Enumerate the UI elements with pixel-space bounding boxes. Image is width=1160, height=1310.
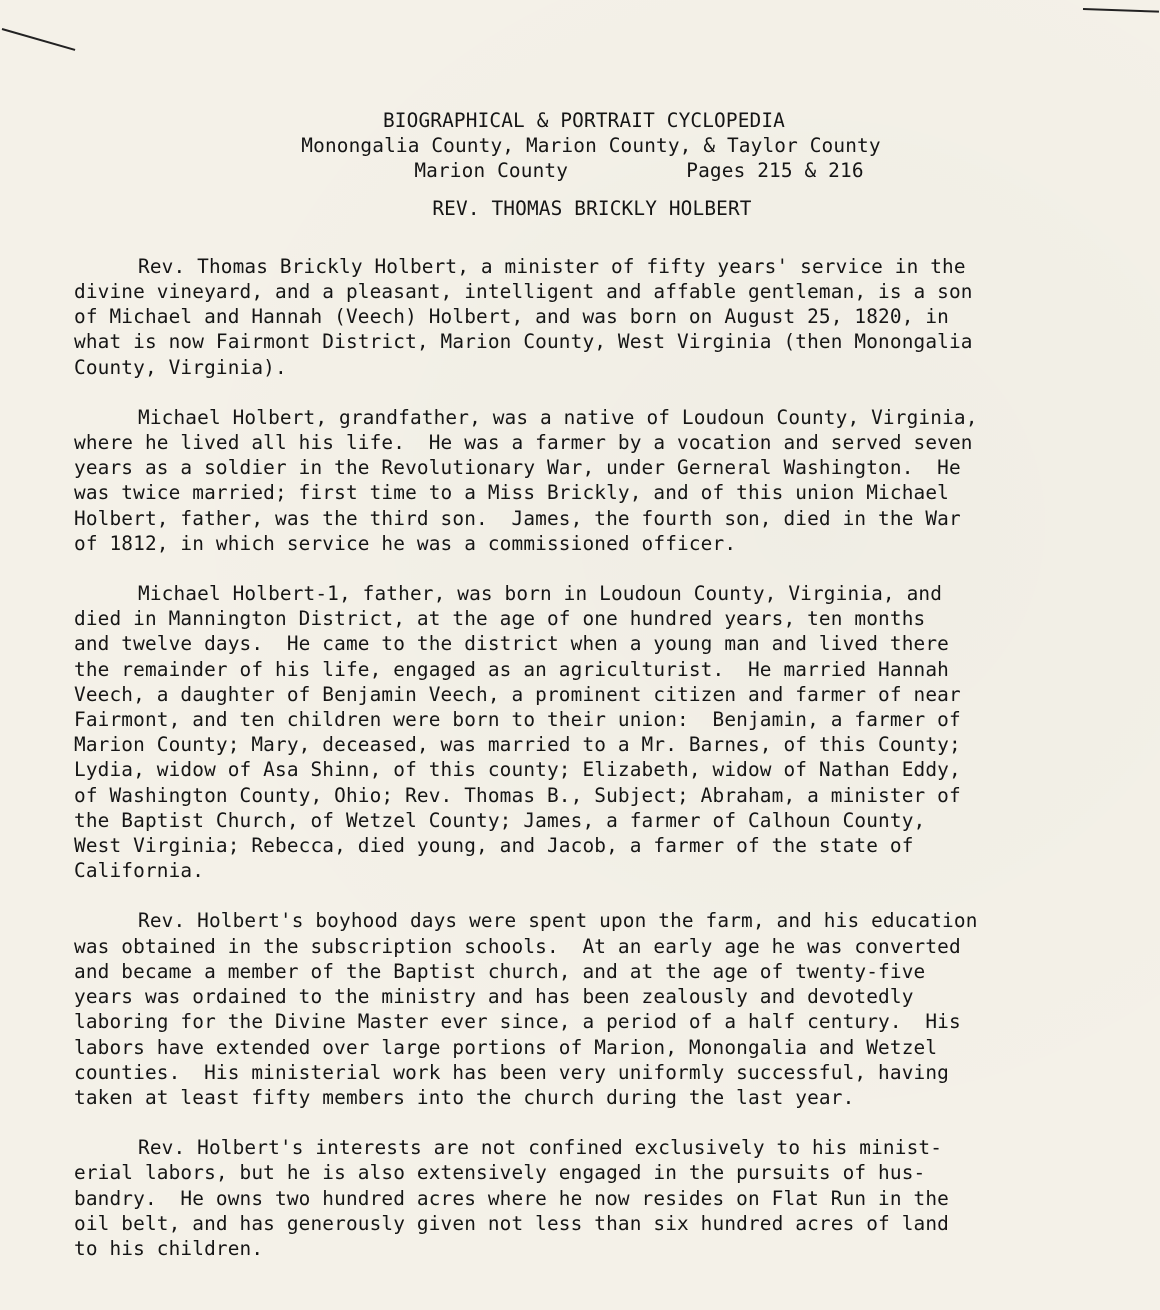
- paragraph-line: California.: [74, 859, 205, 883]
- paragraph-line: Lydia, widow of Asa Shinn, of this county; Elizabeth, widow of Nathan Eddy,: [74, 758, 961, 782]
- header-publication: BIOGRAPHICAL & PORTRAIT CYCLOPEDIA: [382, 109, 786, 132]
- paragraph-line: died in Mannington District, at the age of one hundred years, ten months: [74, 607, 926, 631]
- header-counties: Monongalia County, Marion County, & Taylor County: [301, 134, 881, 158]
- paragraph: [74, 908, 1080, 1110]
- paragraph-line: Michael Holbert, grandfather, was a native of Loudoun County, Virginia,: [138, 405, 978, 429]
- paragraph-line: where he lived all his life. He was a farmer by a vocation and served seven: [74, 431, 973, 455]
- paragraph-line: bandry. He owns two hundred acres where he now resides on Flat Run in the: [74, 1186, 949, 1210]
- paragraph-line: oil belt, and has generously given not less than six hundred acres of land: [74, 1211, 949, 1235]
- paragraph-line: erial labors, but he is also extensively engaged in the pursuits of hus-: [74, 1161, 926, 1185]
- paragraph-line: and twelve days. He came to the district when a young man and lived there: [74, 632, 949, 656]
- page-edge-mark-right: [1083, 8, 1159, 13]
- paragraph-line: labors have extended over large portions of Marion, Monongalia and Wetzel: [74, 1035, 938, 1059]
- paragraph-line: divine vineyard, and a pleasant, intelligent and affable gentleman, is a son: [74, 280, 973, 304]
- page-edge-mark-left: [2, 28, 76, 51]
- paragraph-line: years was ordained to the ministry and has been zealously and devotedly: [74, 985, 914, 1009]
- header-county-pages: Marion County Pages 215 & 216: [414, 159, 864, 183]
- paragraph-line: of Washington County, Ohio; Rev. Thomas B., Subject; Abraham, a minister of: [74, 783, 961, 807]
- paragraph: [74, 405, 1080, 556]
- document-body: [74, 254, 1080, 1261]
- paragraph-line: Marion County; Mary, deceased, was married to a Mr. Barnes, of this County;: [74, 733, 961, 757]
- paragraph-line: Holbert, father, was the third son. James, the fourth son, died in the War: [74, 506, 961, 530]
- paragraph-line: Fairmont, and ten children were born to their union: Benjamin, a farmer of: [74, 708, 961, 732]
- document-title: REV. THOMAS BRICKLY HOLBERT: [432, 196, 752, 220]
- paragraph-line: counties. His ministerial work has been very uniformly successful, having: [74, 1060, 949, 1084]
- paragraph: [74, 1135, 1080, 1261]
- document-header: [74, 108, 1080, 184]
- paragraph-line: what is now Fairmont District, Marion County, West Virginia (then Monongalia: [74, 330, 973, 354]
- paragraph-line: the Baptist Church, of Wetzel County; James, a farmer of Calhoun County,: [74, 808, 926, 832]
- paragraph-line: laboring for the Divine Master ever since, a period of a half century. His: [74, 1010, 961, 1034]
- paragraph-line: was obtained in the subscription schools. At an early age he was converted: [74, 934, 961, 958]
- paragraph-line: West Virginia; Rebecca, died young, and Jacob, a farmer of the state of: [74, 834, 914, 858]
- paragraph-line: years as a soldier in the Revolutionary War, under Gerneral Washington. He: [74, 456, 961, 480]
- paragraph-line: was twice married; first time to a Miss Brickly, and of this union Michael: [74, 481, 949, 505]
- paragraph-line: Rev. Thomas Brickly Holbert, a minister of fifty years' service in the: [138, 254, 966, 278]
- paragraph-line: Michael Holbert-1, father, was born in Loudoun County, Virginia, and: [138, 582, 943, 606]
- paragraph-line: to his children.: [74, 1236, 264, 1260]
- paragraph: [74, 581, 1080, 883]
- paragraph-line: and became a member of the Baptist church, and at the age of twenty-five: [74, 959, 926, 983]
- paragraph: [74, 254, 1080, 380]
- paragraph-line: of 1812, in which service he was a commissioned officer.: [74, 531, 737, 555]
- paragraph-line: of Michael and Hannah (Veech) Holbert, and was born on August 25, 1820, in: [74, 305, 949, 329]
- paragraph-line: taken at least fifty members into the church during the last year.: [74, 1085, 855, 1109]
- paragraph-line: Veech, a daughter of Benjamin Veech, a prominent citizen and farmer of near: [74, 682, 961, 706]
- paragraph-line: Rev. Holbert's interests are not confined exclusively to his minist-: [138, 1136, 943, 1160]
- paragraph-line: Rev. Holbert's boyhood days were spent upon the farm, and his education: [138, 909, 978, 933]
- paragraph-line: County, Virginia).: [74, 355, 287, 379]
- paragraph-line: the remainder of his life, engaged as an agriculturist. He married Hannah: [74, 657, 949, 681]
